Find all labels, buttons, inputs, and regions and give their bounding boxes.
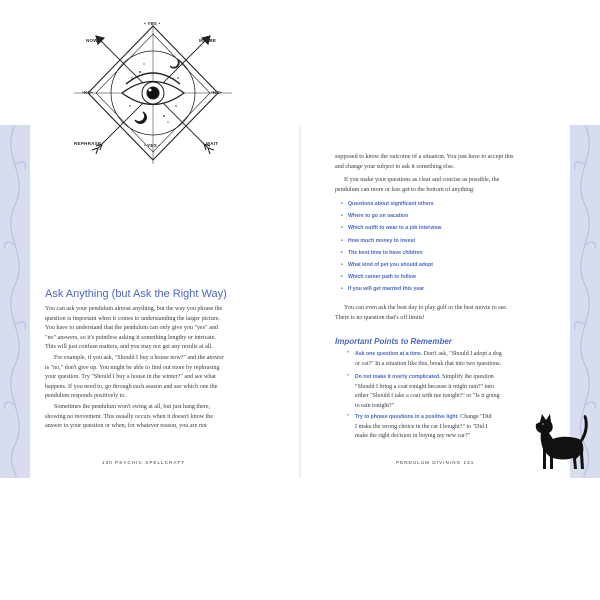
left-paragraph-3 [45,403,213,432]
bullet-icon: • [347,413,350,419]
tip-item [347,373,500,411]
text-line: to rain tonight?" [355,402,395,409]
tip-item [347,350,502,369]
label-no-right: •NO• [211,90,222,95]
right-paragraph-2 [335,176,499,195]
text-line: You can ask your pendulum almost anything, but the way you phrase the [45,306,223,312]
text-line: You have to understand that the pendulum can only give you "yes" and [45,325,218,332]
section-heading: Ask Anything (but Ask the Right Way) [45,288,227,300]
left-paragraph-2 [45,354,224,402]
label-rephrase: REPHRASE [74,141,102,146]
list-item: • Questions about significant others [348,201,441,213]
bullet-icon: • [347,373,350,379]
text-line: pendulum responds positively to. [45,393,126,400]
tip-bold: Do not make it overly complicated. [355,374,441,380]
bullet-icon: • [347,350,350,356]
pendulum-chart-diagram [60,18,260,168]
text-line: and change your subject to ask it something else. [335,163,455,170]
text-line: You can even ask the best day to play golf or the best movie to see. [344,305,508,311]
label-yes-bottom: • YES • [144,143,161,148]
list-item: • Which career path to follow [348,274,441,286]
text-line: supposed to know the outcome of a situation. You just have to accept this [335,154,514,160]
text-line: showing no movement. This usually occurs when it doesn't know the [45,413,214,420]
text-line: Simplify the question [440,374,494,380]
label-no-left: •NO• [82,90,93,95]
text-line: happens. If you need to, go through each season and see which one the [45,383,218,390]
label-maybe: MAYBE [199,38,217,43]
text-line: Sometimes the pendulum won't swing at all, but just hang there, [54,404,211,410]
text-line: Change "Did [458,414,492,420]
text-line: make the right decision in buying my new car?" [355,433,471,440]
text-line: There is no question that's off limits! [335,314,425,321]
topic-bullet-list [348,201,441,299]
list-item: • How much money to invest [348,238,441,250]
left-floral-border [0,125,30,478]
tip-item [347,413,492,442]
text-line: "Should I bring a coat tonight because it might rain?" into [355,383,494,390]
text-line: either "Should I take a coat with me tonight?" or "Is it going [355,393,500,400]
tip-bold: Try to phrase questions in a positive light. [355,414,459,420]
text-line: I make the wrong choice in the car I bought?" to "Did I [355,423,488,430]
tip-bold: Ask one question at a time. [355,351,423,357]
list-item: • What kind of pet you should adopt [348,262,441,274]
label-yes-top: • YES • [144,21,161,26]
text-line: your question. Try "Should I buy a house in the winter?" and see what [45,374,216,381]
right-page-footer: PENDULUM DIVINING 131 [396,460,475,465]
list-item: • Where to go on vacation [348,213,441,225]
text-line: For example, if you ask, "Should I buy a house now?" and the answer [54,355,224,361]
text-line: Don't ask, "Should I adopt a dog [422,351,502,357]
text-line: question is important when it comes to understanding the larger picture. [45,315,221,322]
left-paragraph-1 [45,305,222,353]
right-paragraph-3 [335,304,508,323]
list-item: • The best time to have children [348,250,441,262]
black-cat-illustration [526,402,590,472]
list-item: • Which outfit to wear to a job interview [348,225,441,237]
text-line: If you make your questions as clear and concise as possible, the [344,177,500,183]
text-line: This will just confuse matters, and you may not get any results at all. [45,344,213,351]
list-item: • If you will get married this year [348,286,441,298]
text-line: is "no," don't give up. You might be able to find out more by rephrasing [45,364,220,371]
text-line: "no" answers, so it's pointless asking it something lengthy or intricate. [45,334,216,341]
text-line: or cat?" In a situation like this, break that into two questions. [355,360,501,367]
right-intro [335,153,514,172]
important-points-heading: Important Points to Remember [335,337,452,346]
label-wait: WAIT [206,141,219,146]
left-page-footer: 130 PSYCHIC SPELLCRAFT [102,460,186,465]
text-line: pendulum can more or less get to the bottom of anything: [335,186,475,193]
text-line: answer to your question or when, for whatever reason, you are not [45,423,207,430]
label-now: NOW! [86,38,100,43]
page-gutter [299,125,301,478]
